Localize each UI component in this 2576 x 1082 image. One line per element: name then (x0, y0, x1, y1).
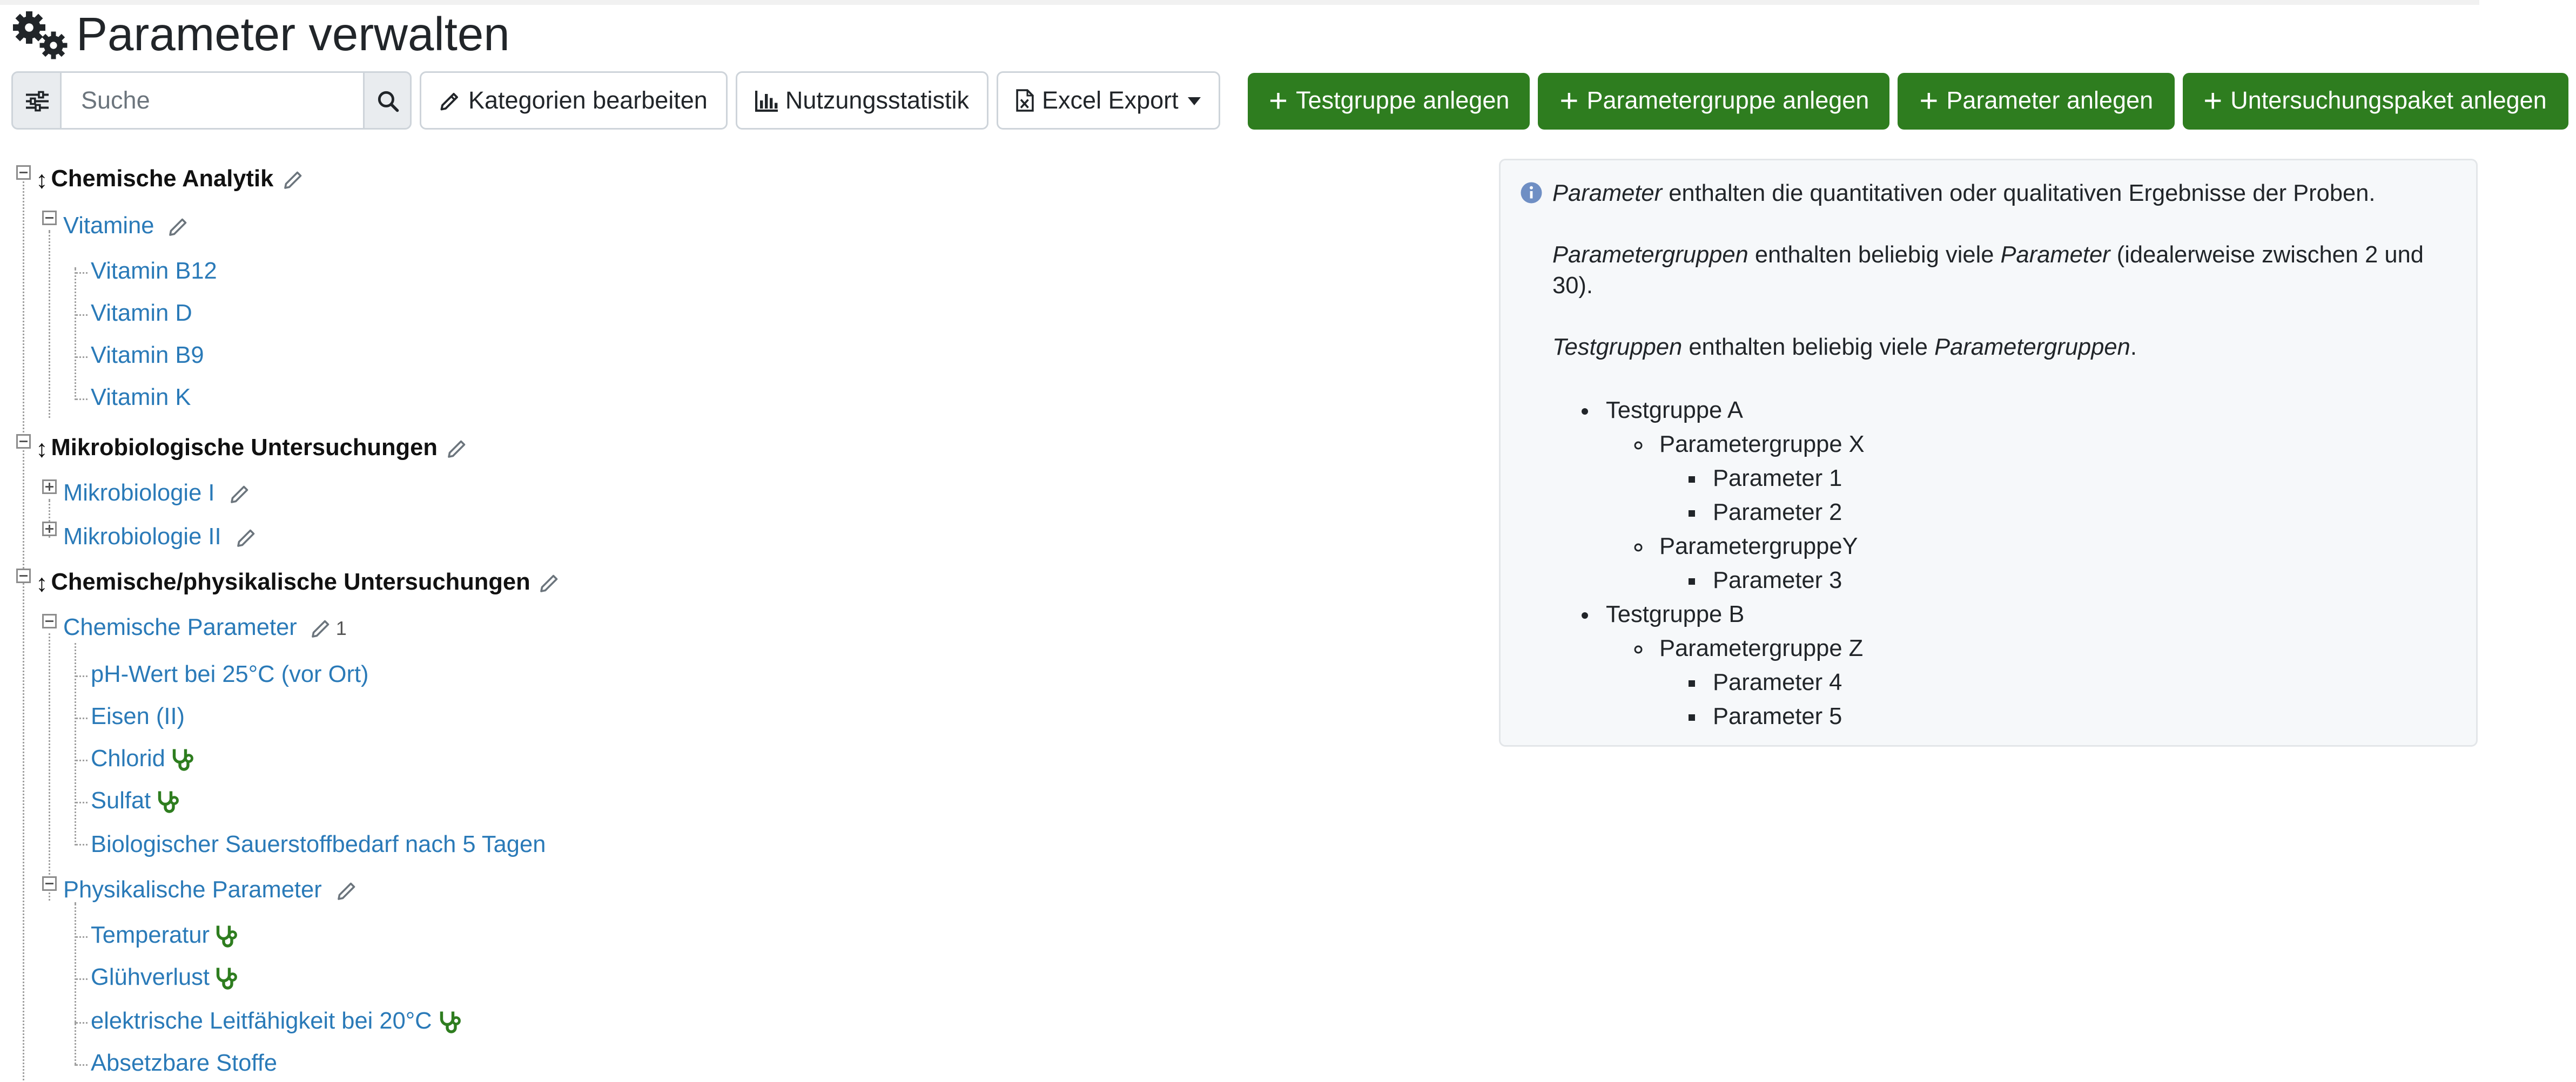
plus-icon: + (2203, 83, 2223, 119)
tree-group[interactable] (63, 873, 356, 909)
example-paramgroup: ParametergruppeY (1659, 535, 1858, 560)
tree-connector (75, 1022, 88, 1024)
info-text: . (2130, 335, 2137, 361)
info-term: Parametergruppen (1552, 243, 1748, 269)
tree-connector (49, 633, 50, 901)
example-testgroup: Testgruppe A (1606, 398, 1743, 424)
list-item: ▪ Parameter 2 (1713, 497, 2453, 531)
plus-icon: + (1559, 83, 1579, 119)
tree-item[interactable] (91, 339, 204, 374)
pencil-icon[interactable] (230, 484, 249, 504)
excel-export-dropdown[interactable] (997, 71, 1221, 130)
pencil-icon[interactable] (283, 170, 302, 190)
list-item (1659, 633, 2453, 735)
expand-toggle[interactable] (42, 522, 57, 536)
item-label[interactable]: Eisen (II) (91, 705, 185, 731)
pencil-icon[interactable] (447, 439, 467, 458)
collapse-toggle[interactable] (42, 876, 57, 891)
add-paramgroup-button[interactable] (1538, 73, 1890, 130)
tree-connector (75, 675, 88, 677)
caret-down-icon (1188, 97, 1201, 105)
tree-item[interactable] (91, 381, 191, 416)
tree-item[interactable] (91, 742, 196, 777)
add-parameter-label: Parameter anlegen (1946, 87, 2154, 115)
group-label[interactable]: Mikrobiologie I (63, 481, 215, 507)
pencil-icon[interactable] (236, 528, 255, 547)
tree-category[interactable] (36, 565, 560, 601)
list-item: ▪ Parameter 5 (1713, 701, 2453, 735)
toolbar (11, 71, 1221, 130)
pencil-icon[interactable] (337, 881, 356, 901)
example-paramgroup: Parametergruppe Z (1659, 637, 1864, 662)
move-icon[interactable]: ↕ (36, 166, 48, 194)
info-paragraph (1552, 180, 2453, 211)
item-label[interactable]: elektrische Leitfähigkeit bei 20°C (91, 1009, 432, 1035)
info-paragraph (1552, 241, 2453, 303)
add-testgroup-label: Testgruppe anlegen (1296, 87, 1510, 115)
edit-categories-button[interactable] (420, 71, 727, 130)
stethoscope-icon (170, 747, 196, 773)
tree-connector (75, 1064, 88, 1066)
group-label[interactable]: Vitamine (63, 214, 154, 240)
info-term: Parameter (2000, 243, 2110, 269)
item-label[interactable]: Absetzbare Stoffe (91, 1051, 278, 1077)
add-package-button[interactable] (2182, 73, 2567, 130)
sliders-icon (25, 90, 48, 111)
tree-connector (75, 844, 88, 846)
add-paramgroup-label: Parametergruppe anlegen (1586, 87, 1869, 115)
add-package-label: Untersuchungspaket anlegen (2230, 87, 2547, 115)
group-label[interactable]: Mikrobiologie II (63, 525, 221, 551)
tree-group[interactable] (63, 520, 255, 556)
create-actions (1248, 73, 2576, 130)
item-label[interactable]: Sulfat (91, 789, 151, 815)
item-label[interactable]: Vitamin D (91, 301, 192, 327)
usage-count: 1 (335, 617, 347, 640)
tree-connector (49, 230, 50, 418)
category-label: Mikrobiologische Untersuchungen (51, 436, 438, 462)
stethoscope-icon (214, 965, 240, 991)
group-label[interactable]: Chemische Parameter (63, 616, 297, 641)
tree-item[interactable] (91, 700, 185, 735)
tree-item[interactable] (91, 961, 240, 996)
tree-connector (75, 718, 88, 719)
item-label[interactable]: pH-Wert bei 25°C (vor Ort) (91, 662, 369, 688)
collapse-toggle[interactable] (42, 614, 57, 628)
pencil-icon[interactable] (540, 573, 560, 593)
filter-button[interactable] (11, 71, 62, 130)
tree-connector (75, 760, 88, 761)
tree-item[interactable] (91, 1046, 277, 1082)
list-item (1659, 429, 2453, 531)
pencil-icon (439, 90, 460, 111)
tree-item[interactable] (91, 296, 192, 332)
tree-group[interactable] (63, 611, 347, 646)
item-label[interactable]: Vitamin K (91, 386, 191, 411)
info-text: enthalten beliebig viele (1748, 243, 2001, 269)
page-title: Parameter verwalten (76, 9, 510, 61)
tree-connector (75, 398, 88, 400)
list-item (1606, 599, 2453, 735)
group-label[interactable]: Physikalische Parameter (63, 878, 322, 904)
tree-connector (75, 643, 76, 846)
example-sublist (1659, 565, 2453, 599)
stethoscope-icon (156, 789, 181, 815)
move-icon[interactable]: ↕ (36, 569, 48, 597)
tree-item[interactable] (91, 658, 369, 693)
tree-connector (75, 356, 88, 358)
add-parameter-button[interactable] (1898, 73, 2174, 130)
example-sublist (1606, 429, 2453, 599)
tree-connector (75, 802, 88, 803)
plus-icon: + (1269, 83, 1288, 119)
tree-group[interactable] (63, 476, 249, 512)
info-paragraph (1552, 334, 2453, 364)
list-item (1606, 395, 2453, 599)
list-item (1659, 531, 2453, 599)
tree-item[interactable] (91, 918, 240, 954)
plus-icon: + (1919, 83, 1939, 119)
tree-category[interactable] (36, 431, 467, 466)
tree-connector (75, 267, 76, 400)
move-icon[interactable]: ↕ (36, 435, 48, 463)
info-term: Testgruppen (1552, 335, 1683, 361)
tree-item[interactable] (91, 254, 217, 290)
pencil-icon[interactable] (312, 619, 331, 638)
tree-connector (75, 902, 76, 1064)
item-label[interactable]: Chlorid (91, 747, 165, 773)
tree-connector (75, 272, 88, 274)
search-button[interactable] (363, 71, 412, 130)
list-item: ▪ Parameter 4 (1713, 667, 2453, 701)
example-sublist (1606, 633, 2453, 735)
info-icon (1520, 181, 1543, 204)
item-label[interactable]: Biologischer Sauerstoffbedarf nach 5 Tagen (91, 833, 546, 858)
pencil-icon[interactable] (169, 217, 188, 236)
example-sublist (1659, 463, 2453, 531)
tree-connector (75, 978, 88, 980)
expand-toggle[interactable] (42, 479, 57, 494)
excel-file-icon (1016, 89, 1034, 112)
tree-group[interactable] (63, 209, 188, 245)
tree-item[interactable] (91, 1004, 463, 1040)
collapse-toggle[interactable] (16, 569, 31, 583)
stethoscope-icon (214, 923, 240, 949)
tree-item[interactable] (91, 784, 181, 820)
example-testgroup: Testgruppe B (1606, 603, 1745, 628)
page-header (10, 3, 510, 68)
search-input[interactable] (62, 71, 363, 130)
item-label[interactable]: Glühverlust (91, 965, 210, 991)
collapse-toggle[interactable] (16, 434, 31, 449)
excel-export-label: Excel Export (1042, 86, 1179, 114)
info-text: enthalten beliebig viele (1682, 335, 1935, 361)
info-term: Parameter (1552, 181, 1663, 207)
info-term: Parametergruppen (1934, 335, 2130, 361)
tree-connector (75, 936, 88, 938)
tree-category[interactable] (36, 162, 302, 198)
bar-chart-icon (755, 90, 777, 111)
tree-connector (23, 170, 24, 1080)
gears-icon (10, 10, 71, 62)
item-label[interactable]: Vitamin B9 (91, 343, 204, 369)
example-sublist (1659, 667, 2453, 735)
stethoscope-icon (437, 1009, 463, 1035)
collapse-toggle[interactable] (42, 211, 57, 225)
info-text: (idealerweise zwischen 2 und 30). (1552, 243, 2424, 300)
category-label: Chemische Analytik (51, 167, 274, 193)
example-paramgroup: Parametergruppe X (1659, 432, 1865, 458)
collapse-toggle[interactable] (16, 165, 31, 180)
list-item: ▪ Parameter 1 (1713, 463, 2453, 497)
edit-categories-label: Kategorien bearbeiten (468, 86, 708, 114)
info-text: enthalten die quantitativen oder qualitativen Ergebnisse der Proben. (1662, 181, 2376, 207)
category-label: Chemische/physikalische Untersuchungen (51, 570, 530, 596)
info-panel (1499, 159, 2478, 747)
item-label[interactable]: Temperatur (91, 923, 210, 949)
add-testgroup-button[interactable] (1248, 73, 1530, 130)
search-group (11, 71, 412, 130)
tree-item[interactable] (91, 828, 546, 863)
search-icon (377, 90, 398, 111)
example-hierarchy (1552, 395, 2453, 735)
usage-stats-label: Nutzungsstatistik (785, 86, 970, 114)
usage-stats-button[interactable] (735, 71, 988, 130)
list-item: ▪ Parameter 3 (1713, 565, 2453, 599)
item-label[interactable]: Vitamin B12 (91, 259, 217, 285)
tree-connector (75, 314, 88, 316)
